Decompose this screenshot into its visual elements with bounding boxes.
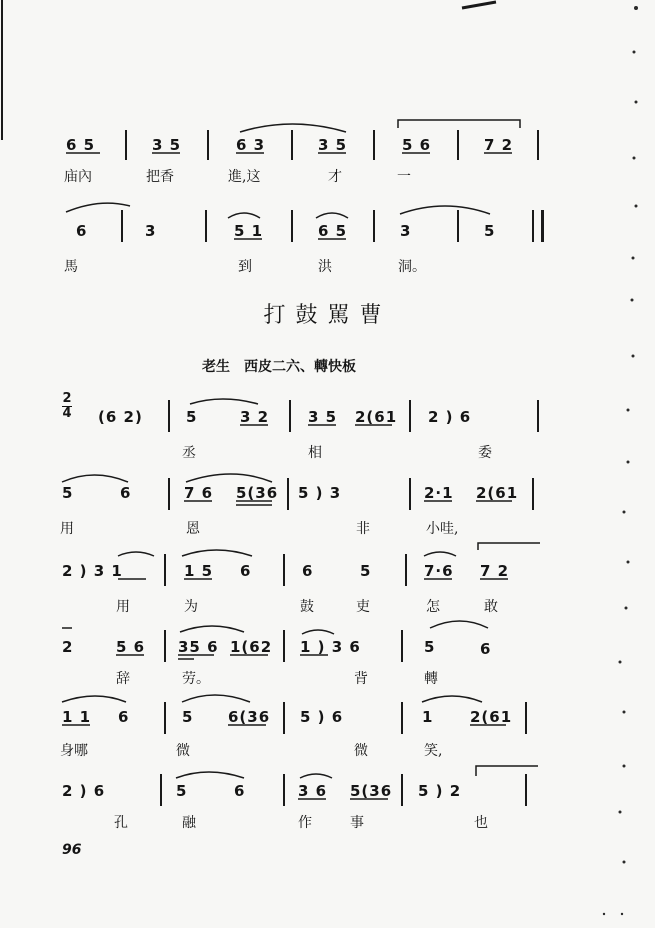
lyric: 才 <box>328 169 342 185</box>
note-group: 1 <box>422 708 434 726</box>
note-group: 5 <box>186 408 198 426</box>
lyric: 敢 <box>484 599 498 615</box>
note-group: 7 6 <box>184 484 214 502</box>
corner-mark <box>462 2 496 8</box>
underlines <box>184 501 512 505</box>
note-group: 2 ) 6 <box>62 782 106 800</box>
slur <box>190 399 258 404</box>
note-group: 1 1 <box>62 708 92 726</box>
note-group: 2(61 <box>476 484 519 502</box>
note-group: 3 <box>400 222 412 240</box>
note-group: 5 6 <box>116 638 146 656</box>
note-group: 5 <box>484 222 496 240</box>
lyric: 也 <box>474 815 488 831</box>
note-group: 5 1 <box>234 222 264 240</box>
lyric: 洪 <box>318 259 332 275</box>
note-group: 6 <box>480 640 492 658</box>
note-group: 1(62 <box>230 638 273 656</box>
lyric: 微 <box>354 743 368 759</box>
note-group: 5(36 <box>350 782 393 800</box>
lyric: 小哇, <box>426 521 459 537</box>
note-group: 3 5 <box>152 136 182 154</box>
note-group: 2(61 <box>470 708 513 726</box>
bracket <box>476 766 538 776</box>
lyric: 笑, <box>424 743 443 759</box>
piece-title: 打鼓駡曹 <box>263 303 392 328</box>
lyric: 馬 <box>64 259 78 275</box>
note-group: 7 2 <box>484 136 514 154</box>
note-group: 6 <box>76 222 88 240</box>
note-group: 2(61 <box>355 408 398 426</box>
lyric: 身哪 <box>60 743 88 759</box>
note-group: 5 <box>182 708 194 726</box>
note-group: 5 ) 3 <box>298 484 342 502</box>
page-number: 96 <box>62 842 82 858</box>
note-group: 6(36 <box>228 708 271 726</box>
lyric: 一 <box>397 169 411 185</box>
underlines <box>116 655 328 659</box>
lyric: 到 <box>238 259 252 275</box>
note-group: 5 <box>176 782 188 800</box>
note-group: 3 5 <box>318 136 348 154</box>
lyric: 背 <box>354 671 368 687</box>
slur <box>176 772 332 778</box>
note-group: 5(36 <box>236 484 279 502</box>
slur <box>228 213 348 218</box>
lyric: 庙內 <box>64 169 92 185</box>
note-group: 6 <box>120 484 132 502</box>
lyric: 用 <box>60 521 74 537</box>
lyric: 丞 <box>182 445 196 461</box>
note-group: 2·1 <box>424 484 454 502</box>
note-group: 3 6 <box>298 782 328 800</box>
note-group: 6 <box>234 782 246 800</box>
slur <box>186 474 272 482</box>
lyric: 非 <box>356 521 370 537</box>
lyric: 辞 <box>116 671 130 687</box>
note-group: 6 3 <box>236 136 266 154</box>
note-group: 6 <box>302 562 314 580</box>
lyric: 轉 <box>424 671 438 687</box>
lyric: 为 <box>184 599 198 615</box>
slur <box>66 203 130 212</box>
note-group: 5 <box>62 484 74 502</box>
lyric: 事 <box>350 815 364 831</box>
note-group: 2 ) 3 1 <box>62 562 123 580</box>
slur <box>240 124 346 132</box>
note-group: 3 <box>145 222 157 240</box>
lyric: 孔 <box>114 815 128 831</box>
lyric: 洞。 <box>398 259 426 275</box>
lyric: 融 <box>182 815 196 831</box>
note-group: 5 ) 6 <box>300 708 344 726</box>
note-group: 3 5 <box>308 408 338 426</box>
note-group: (6 2) <box>98 408 143 426</box>
note-group: 7 2 <box>480 562 510 580</box>
bracket <box>478 543 540 550</box>
time-sig-top: 2 <box>62 391 72 406</box>
lyric: 鼓 <box>300 599 314 615</box>
slur <box>62 475 128 482</box>
note-group: 6 5 <box>318 222 348 240</box>
note-group: 6 <box>118 708 130 726</box>
slur <box>118 550 456 556</box>
lyric: 進,这 <box>228 169 261 185</box>
note-group: 1 ) 3 6 <box>300 638 361 656</box>
note-group: 35 6 <box>178 638 219 656</box>
time-sig-bottom: 4 <box>62 406 72 421</box>
lyric: 怎 <box>426 599 440 615</box>
note-group: 5 <box>360 562 372 580</box>
note-group: 5 6 <box>402 136 432 154</box>
slur <box>62 695 482 702</box>
note-group: 5 ) 2 <box>418 782 462 800</box>
note-group: 7·6 <box>424 562 454 580</box>
lyric: 恩 <box>186 521 200 537</box>
lyric: 吏 <box>356 599 370 615</box>
bracket <box>398 120 520 128</box>
lyric: 微 <box>176 743 190 759</box>
piece-subtitle: 老生 西皮二六、轉快板 <box>202 359 356 375</box>
note-group: 1 5 <box>184 562 214 580</box>
lyric: 作 <box>298 815 312 831</box>
note-group: 5 <box>424 638 436 656</box>
slur <box>180 621 488 634</box>
lyric: 相 <box>308 445 322 461</box>
note-group: 2 ) 6 <box>428 408 472 426</box>
note-group: 3 2 <box>240 408 270 426</box>
note-group: 6 <box>240 562 252 580</box>
note-group: 2 <box>62 638 74 656</box>
lyric: 劳。 <box>182 671 210 687</box>
slur <box>400 206 490 214</box>
lyric: 用 <box>116 599 130 615</box>
lyric: 把香 <box>146 169 174 185</box>
lyric: 委 <box>478 445 492 461</box>
note-group: 6 5 <box>66 136 96 154</box>
